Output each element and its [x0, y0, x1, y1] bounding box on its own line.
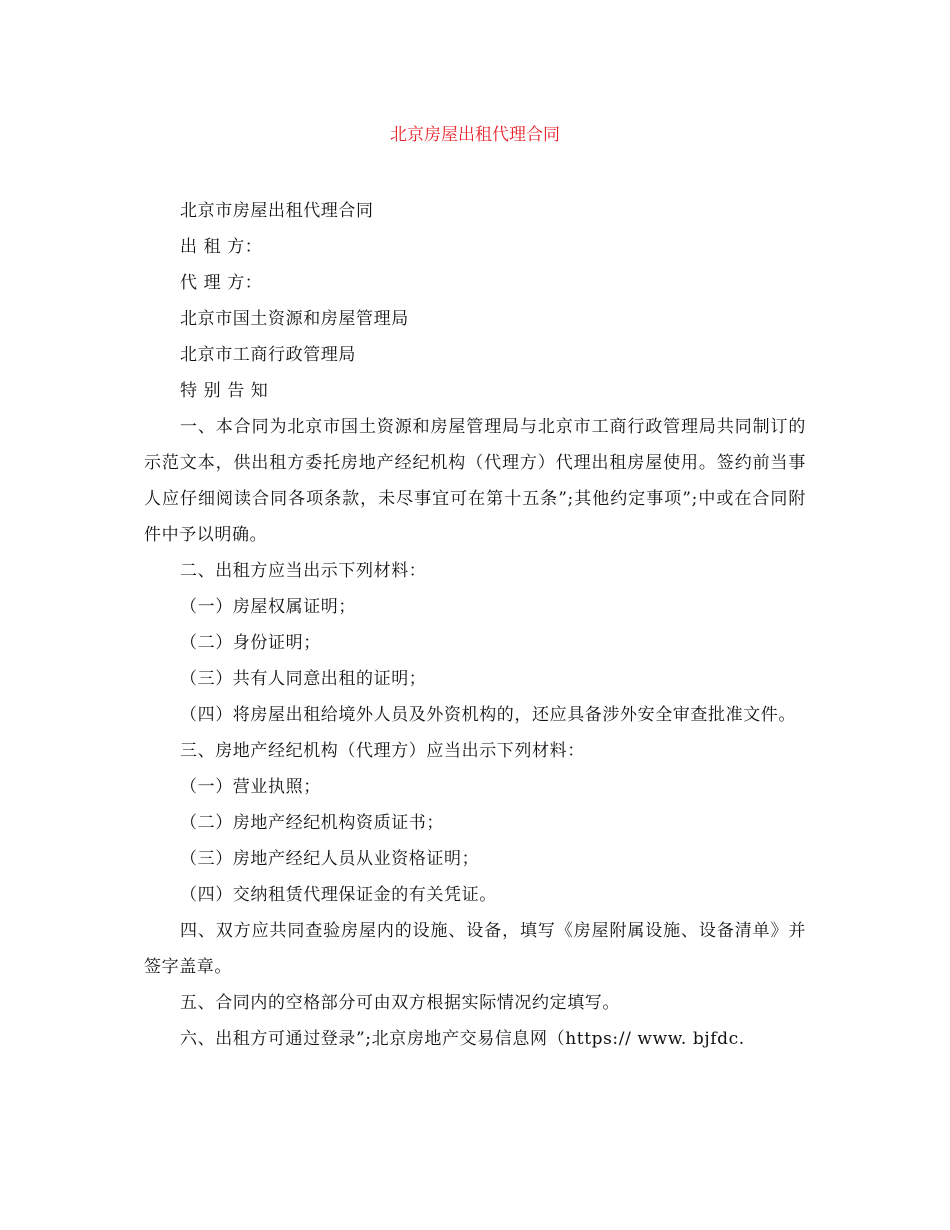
notice-item-2-sub-1: （一）房屋权属证明； [180, 597, 356, 617]
special-notice-heading: 特 别 告 知 [180, 381, 269, 401]
notice-item-2-sub-3: （三）共有人同意出租的证明； [180, 669, 427, 689]
agent-label: 代 理 方： [180, 273, 263, 293]
notice-item-2: 二、出租方应当出示下列材料： [180, 561, 427, 581]
contract-heading: 北京市房屋出租代理合同 [180, 201, 374, 221]
notice-item-3-sub-1: （一）营业执照； [180, 777, 321, 797]
lessor-label: 出 租 方： [180, 237, 263, 257]
notice-item-1: 一、本合同为北京市国土资源和房屋管理局与北京市工商行政管理局共同制订的示范文本，供出租方委托房地产经纪机构（代理方）代理出租房屋使用。签约前当事人应仔细阅读合同各项条款，未尽事宜可在第十五条”;其他约定事项”;中或在合同附件中予以明确。 [144, 417, 806, 545]
notice-item-3-sub-4: （四）交纳租赁代理保证金的有关凭证。 [180, 885, 497, 905]
notice-item-2-sub-4: （四）将房屋出租给境外人员及外资机构的，还应具备涉外安全审查批准文件。 [180, 705, 796, 725]
notice-item-6: 六、出租方可通过登录”;北京房地产交易信息网（https:// www. bjfdc. [180, 1029, 745, 1049]
document-body [144, 193, 806, 1057]
notice-item-5: 五、合同内的空格部分可由双方根据实际情况约定填写。 [180, 993, 620, 1013]
notice-item-4: 四、双方应共同查验房屋内的设施、设备，填写《房屋附属设施、设备清单》并签字盖章。 [144, 921, 806, 977]
notice-item-2-sub-2: （二）身份证明； [180, 633, 321, 653]
notice-item-3-sub-2: （二）房地产经纪机构资质证书； [180, 813, 444, 833]
issuer-commerce-bureau: 北京市工商行政管理局 [180, 345, 356, 365]
document-title: 北京房屋出租代理合同 [390, 125, 560, 145]
notice-item-3: 三、房地产经纪机构（代理方）应当出示下列材料： [180, 741, 585, 761]
notice-item-3-sub-3: （三）房地产经纪人员从业资格证明； [180, 849, 480, 869]
issuer-land-bureau: 北京市国土资源和房屋管理局 [180, 309, 409, 329]
